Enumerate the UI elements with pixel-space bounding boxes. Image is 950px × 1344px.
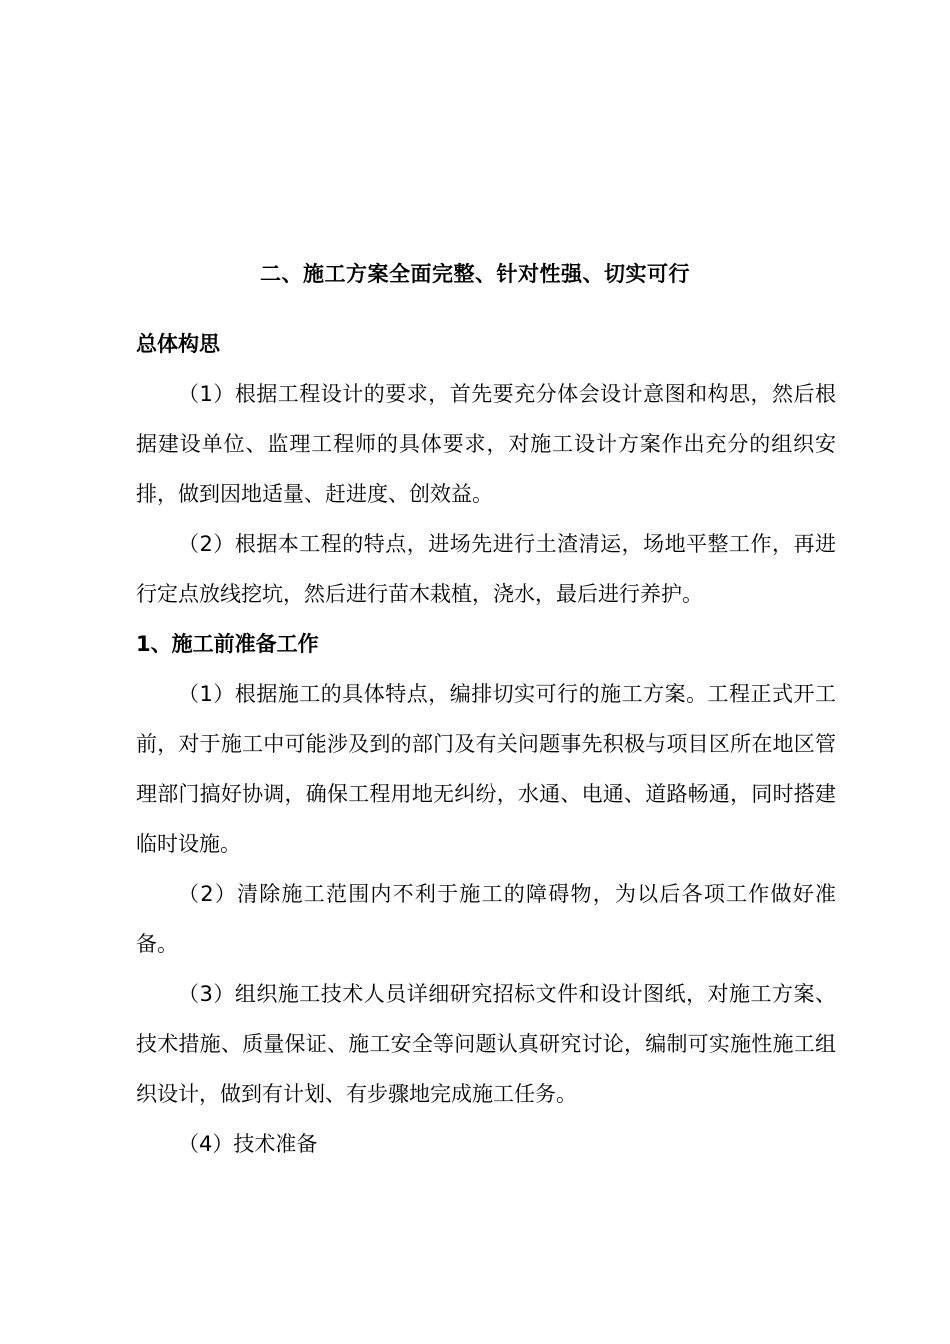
paragraph-prep-4: （4）技术准备 <box>178 1132 318 1156</box>
heading-overall-concept: 总体构思 <box>136 332 220 356</box>
paragraph-prep-2: （2）清除施工范围内不利于施工的障碍物，为以后各项工作做好准备。 <box>136 882 836 956</box>
heading-preparation: 1、施工前准备工作 <box>136 632 319 656</box>
paragraph-overall-2: （2）根据本工程的特点，进场先进行土渣清运，场地平整工作，再进行定点放线挖坑，然后进行苗木栽植，浇水，最后进行养护。 <box>136 532 836 606</box>
paragraph-overall-1: （1）根据工程设计的要求，首先要充分体会设计意图和构思，然后根据建设单位、监理工程师的具体要求，对施工设计方案作出充分的组织安排，做到因地适量、赶进度、创效益。 <box>136 382 836 506</box>
section-title: 二、施工方案全面完整、针对性强、切实可行 <box>260 262 690 286</box>
paragraph-prep-3: （3）组织施工技术人员详细研究招标文件和设计图纸，对施工方案、技术措施、质量保证、施工安全等问题认真研究讨论，编制可实施性施工组织设计，做到有计划、有步骤地完成施工任务。 <box>136 982 836 1106</box>
paragraph-prep-1: （1）根据施工的具体特点，编排切实可行的施工方案。工程正式开工前，对于施工中可能涉及到的部门及有关问题事先积极与项目区所在地区管理部门搞好协调，确保工程用地无纠纷，水通、电通、道路畅通，同时搭建临时设施。 <box>136 682 836 856</box>
